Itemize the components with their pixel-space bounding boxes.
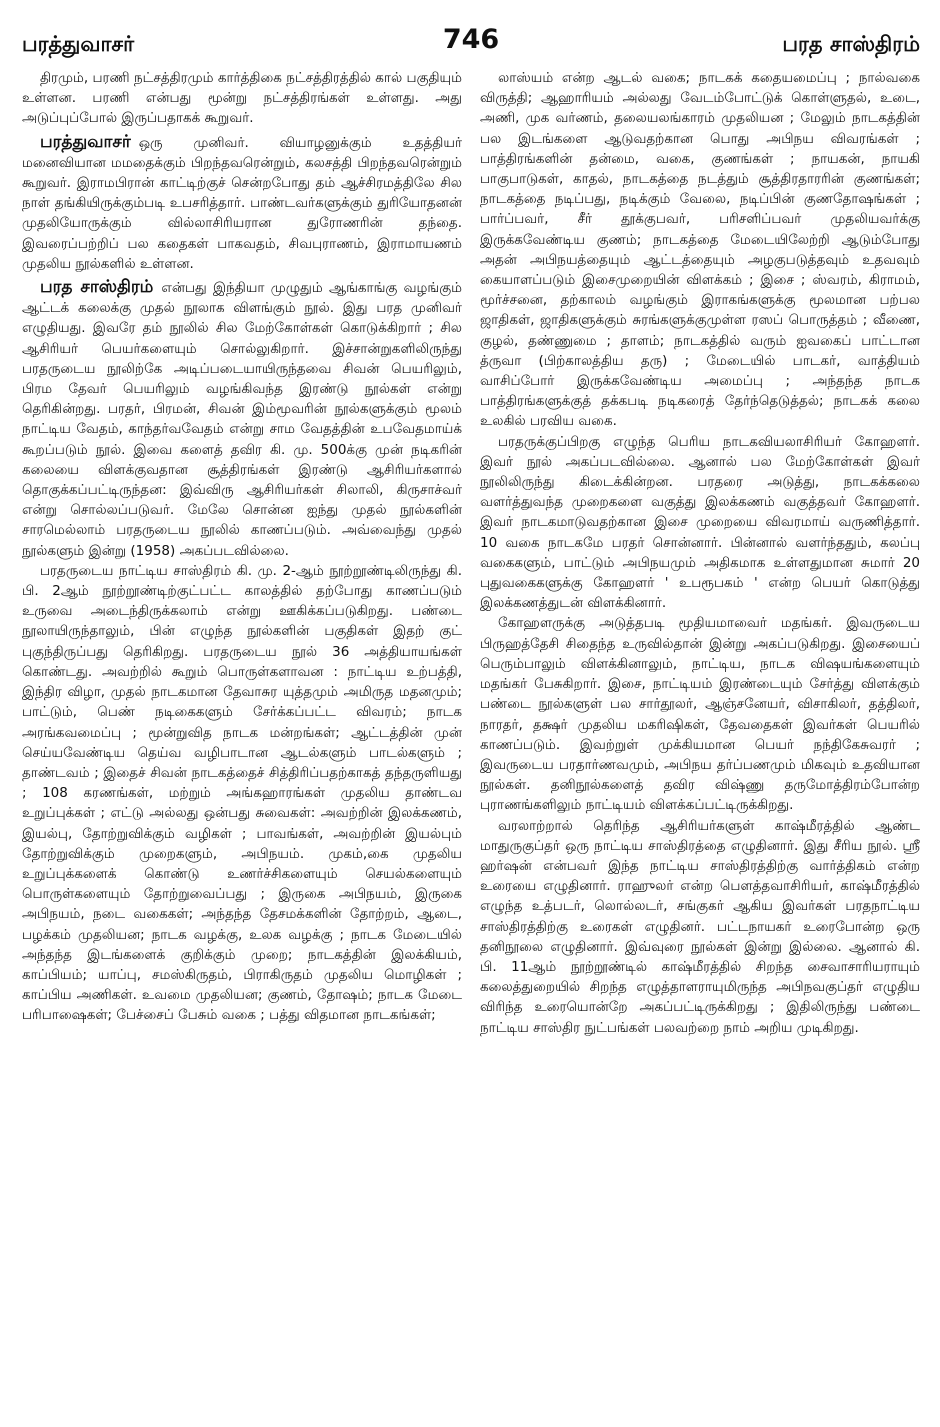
paragraph-natya-sastra-contents: பரதருடைய நாட்டிய சாஸ்திரம் கி. மு. 2-ஆம் நூற்றூண்டிலிருந்து கி. பி. 2ஆம் நூற்றூண்டிற்குட்பட்ட காலத்தில் தற்போது காணப்படும் உருவை அடைந்திருக்கலாம் என்று ஊகிக்கப்படுகிறது. பண்டை நூலாயிருந்தாலும், பின் எழுந்த நூல்களின் பகுதிகள் இதற் குட் புகுந்திருப்பது தெரிகிறது. பரதருடைய நூல் 36 அத்தியாயங்கள் கொண்டது. அவற்றில் கூறும் பொருள்களாவன : நாட்டிய உற்பத்தி, இந்திர விழா, முதல் நாடகமான தேவாசுர யுத்தமும் அமிருத மதனமும்; பாட்டும், பெண் நடிகைகளும் சேர்க்கப்பட்ட விவரம்; நாடக அரங்கவமைப்பு ; மூன்றுவித நாடக மன்றங்கள்; ஆட்டத்தின் முன் செய்யவேண்டிய தெய்வ வழிபாடான ஆடல்களும் பாடல்களும் ; தாண்டவம் ; இதைச் சிவன் நாடகத்தைச் சித்திரிப்பதற்காகத் தந்தருளியது ; 108 கரணங்கள், மற்றும் அங்கஹாரங்கள் முதலிய தாண்டவ உறுப்புக்கள் ; எட்டு அல்லது ஒன்பது சுவைகள்: அவற்றின் இலக்கணம், இயல்பு, தோற்றுவிக்கும் வழிகள் ; பாவங்கள், அவற்றின் இயல்பும் தோற்றுவிக்கும் முறைகளும், அபிநயம். முகம்,கை முதலிய உறுப்புக்களைக் கொண்டு உணர்ச்சிகளையும் செயல்களையும் பொருள்களையும் தோற்றுவைப்பது ; இருகை அபிநயம், இருகை அபிநயம், நடை வகைகள்; அந்தந்த தேசமக்களின் தோற்றம், ஆடை, பழக்கம் முதலியன; நாடக வழக்கு, உலக வழக்கு ; நாடக மேடையில் அந்தந்த இடங்களைக் குறிக்கும் முறை; நாடகத்தின் இலக்கியம், காப்பியம்; யாப்பு, சமஸ்கிருதம், பிராகிருதம் முதலிய மொழிகள் ; காப்பிய அணிகள். உவமை முதலியன; குணம், தோஷம்; நாடக மேடை பரிபாஷைகள்; பேச்சைப் பேசும் வகை ; பத்து விதமான நாடகங்கள்; <box>22 562 462 1024</box>
entry-term-bharadvajar: பரத்துவாசர் <box>40 131 131 152</box>
entry-bharata-sastram <box>22 277 462 561</box>
entry-bharadvajar <box>22 132 462 274</box>
header-left-title: பரத்துவாசர் <box>22 32 135 56</box>
entry-term-bharata-sastram: பரத சாஸ்திரம் <box>40 277 154 298</box>
page-number: 746 <box>442 24 500 55</box>
left-column <box>22 68 462 1038</box>
paragraph-matangar: கோஹளருக்கு அடுத்தபடி மூதியமாவைர் மதங்கர். இவருடைய பிருஹத்தேசி சிதைந்த உருவில்தான் இன்று அகப்படுகிறது. இசையைப் பெரும்பாலும் விளக்கினாலும், நாட்டிய, நாடக விஷயங்களையும் மதங்கர் பேசுகிறார். இசை, நாட்டியம் இரண்டையும் சேர்த்து விளக்கும் பண்டை நூல்களுள் பல சார்தூலர், ஆஞ்சனேயர், விசாகிலர், தத்திலர், நாரதர், தக்ஷர் முதலிய மகரிஷிகள், தேவதைகள் இவர்கள் பெயரில் காணப்படும். இவற்றுள் முக்கியமான பெயர் நந்திகேசுவரர் ; இவருடைய பரதார்ணவமும், அபிநய தர்ப்பணமும் மிகவும் உதவியான நூல்கள். தனிநூல்களைத் தவிர விஷ்ணு தருமோத்திரம்போன்ற புராணங்களிலும் நாட்டியம் விளக்கப்பட்டிருக்கிறது. <box>480 615 920 814</box>
header-right-title: பரத சாஸ்திரம் <box>782 32 920 56</box>
page-header <box>22 6 920 54</box>
entry-body-bharadvajar: ஒரு முனிவர். வியாழனுக்கும் உதத்தியர் மனைவியான மமதைக்கும் பிறந்தவரென்றும், கலசத்தி பிறந்தவரென்றும் கூறுவர். இராமபிரான் காட்டிற்குச் சென்றபோது தம் ஆச்சிரமத்திலே சில நாள் தங்கியிருக்கும்படி உபசரித்தார். பாண்டவர்களுக்கும் துரியோதனன் முதலியோருக்கும் வில்லாசிரியரான துரோணரின் தந்தை. இவரைப்பற்றிப் பல கதைகள் பாகவதம், சிவபுராணம், இராமாயணம் முதலிய நூல்களில் உள்ளன. <box>22 134 462 272</box>
entry-body-bharata-sastram: என்பது இந்தியா முழுதும் ஆங்காங்கு வழங்கும் ஆட்டக் கலைக்கு முதல் நூலாக விளங்கும் நூல். இது பரத முனிவர் எழுதியது. இவரே தம் நூலில் சில மேற்கோள்கள் கொடுக்கிறார் ; சில ஆசிரியர் பெயர்களையும் சொல்லுகிறார். இச்சான்றுகளிலிருந்து பரதருடைய நூலிற்கே அடிப்படையாயிருந்தவை சிவன் பெயரிலும், பிரம தேவர் பெயரிலும் வழங்கிவந்த இரண்டு நூல்கள் என்று தெரிகின்றது. பரதர், பிரமன், சிவன் இம்மூவரின் நூல்களுக்கும் மூலம் நாட்டிய வேதம், காந்தர்வவேதம் என்று சாம வேதத்தின் உபவேதமாய்க் கூறப்படும் நூல். இவை களைத் தவிர கி. மு. 500க்கு முன் நடிகரின் கலையை விளக்குவதான சூத்திரங்கள் இரண்டு ஆசிரியர்களால் தொகுக்கப்பட்டிருந்தன: இவ்விரு ஆசிரியர்கள் சிலாலி, கிருசாச்வர் என்று சொல்லப்படுவர். மேலே சொன்ன ஐந்து முதல் நூல்களின் சாரமெல்லாம் பரதருடைய நூலில் காணப்படும். அவ்வைந்து முதல் நூல்களும் இன்று (1958) அகப்படவில்லை. <box>22 280 463 559</box>
two-column-body <box>22 68 920 1038</box>
paragraph-commentators: வரலாற்றால் தெரிந்த ஆசிரியர்களுள் காஷ்மீரத்தில் ஆண்ட மாதுருகுப்தர் ஒரு நாட்டிய சாஸ்திரத்தை எழுதினார். இது சீரிய நூல். ஸ்ரீ ஹர்ஷன் என்பவர் இந்த நாட்டிய சாஸ்திரத்திற்கு வார்த்திகம் என்ற உரையை எழுதினார். ராஹுலர் என்ற பௌத்தவாசிரியர், காஷ்மீரத்தில் எழுந்த உத்படர், லொல்லடர், சங்குகர் ஆகிய இவர்கள் பரதநாட்டிய சாஸ்திரத்திற்கு உரைகள் எழுதினர். பட்டநாயகர் உரைபோன்ற ஒரு தனிநூலை எழுதினார். இவ்வுரை நூல்கள் இன்று இல்லை. ஆனால் கி. பி. 11ஆம் நூற்றூண்டில் காஷ்மீரத்தில் சிறந்த சைவாசாரியராயும் கலைத்துறையில் சிறந்த எழுத்தாளராயுமிருந்த அபிநவகுப்தர் எழுதிய விரிந்த உரையொன்றே அகப்பட்டிருக்கிறது ; இதிலிருந்து பண்டை நாட்டிய சாஸ்திர நுட்பங்கள் பலவற்றை நாம் அறிய முடிகிறது. <box>480 817 920 1036</box>
right-column <box>480 68 920 1038</box>
paragraph-contents-continued: லாஸ்யம் என்ற ஆடல் வகை; நாடகக் கதையமைப்பு ; நால்வகை விருத்தி; ஆஹாரியம் அல்லது வேடம்போட்டுக் கொள்ளுதல், உடை, அணி, முக வர்ணம், தலையலங்காரம் முதலியன ; மேலும் நாடகத்தின் பல இடங்களை ஆடுவதற்கான பொது அபிநய விவரங்கள் ; பாத்திரங்களின் தன்மை, வகை, குணங்கள் ; நாயகன், நாயகி பாகுபாடுகள், காதல், நாடகத்தை நடத்தும் சூத்திரதாரரின் குணங்கள்; நாடகத்தை நடிப்பது, நடிக்கும் வேலை, நடிப்பின் குணதோஷங்கள் ; பார்ப்பவர், சீர் தூக்குபவர், பரிசளிப்பவர் முதலியவர்க்கு இருக்கவேண்டிய குணம்; நாடகத்தை மேடையிலேற்றி ஆடும்போது அதன் அபிநயத்தையும் ஆட்டத்தையும் அழகுபடுத்தவும் உதவவும் கையாளப்படும் இசைமுறையின் விளக்கம் ; இசை ; ஸ்வரம், கிராமம், மூர்ச்சனை, தற்காலம் வழங்கும் இராகங்களுக்கு மூலமான பற்பல ஜாதிகள், ஜாதிகளுக்கும் சுரங்களுக்குமுள்ள ரஸப் பொருத்தம் ; வீணை, குழல், தண்ணுமை ; தாளம்; நாடகத்தில் வரும் ஐவகைப் பாட்டான த்ருவா (பிற்காலத்திய தரு) ; மேடையில் பாடகர், வாத்தியம் வாசிப்போர் இருக்கவேண்டிய அமைப்பு ; அந்தந்த நாடக பாத்திரங்களுக்குத் தக்கபடி நடிகரைத் தேர்ந்தெடுத்தல்; நாடகக் கலை உலகில் பரவிய வகை. <box>480 70 920 430</box>
paragraph-kohalar: பரதருக்குப்பிறகு எழுந்த பெரிய நாடகவியலாசிரியர் கோஹளர். இவர் நூல் அகப்படவில்லை. ஆனால் பல மேற்கோள்கள் இவர் நூலிலிருந்து கிடைக்கின்றன. பரதரை அடுத்து, நாடகக்கலை வளர்த்துவந்த முறைகளை வகுத்து இலக்கணம் வகுத்தவர் கோஹளர். இவர் நாடகமாடுவதற்கான இசை முறையை விவரமாய் வருணித்தார். 10 வகை நாடகமே பரதர் சொன்னார். பின்னால் வளர்ந்ததும், கலப்பு வகைகளும், பாட்டும் அபிநயமும் அதிகமாக உள்ளதுமான சுமார் 20 புதுவகைகளுக்கு கோஹளர் ' உபரூபகம் ' என்ற பெயர் கொடுத்து இலக்கணத்துடன் விளக்கினார். <box>480 433 920 612</box>
continued-paragraph: திரமும், பரணி நட்சத்திரமும் கார்த்திகை நட்சத்திரத்தில் கால் பகுதியும் உள்ளன. பரணி என்பது மூன்று நட்சத்திரங்கள் உள்ளது. அது அடுப்புப்போல் இருப்பதாகக் கூறுவர். <box>22 70 462 127</box>
